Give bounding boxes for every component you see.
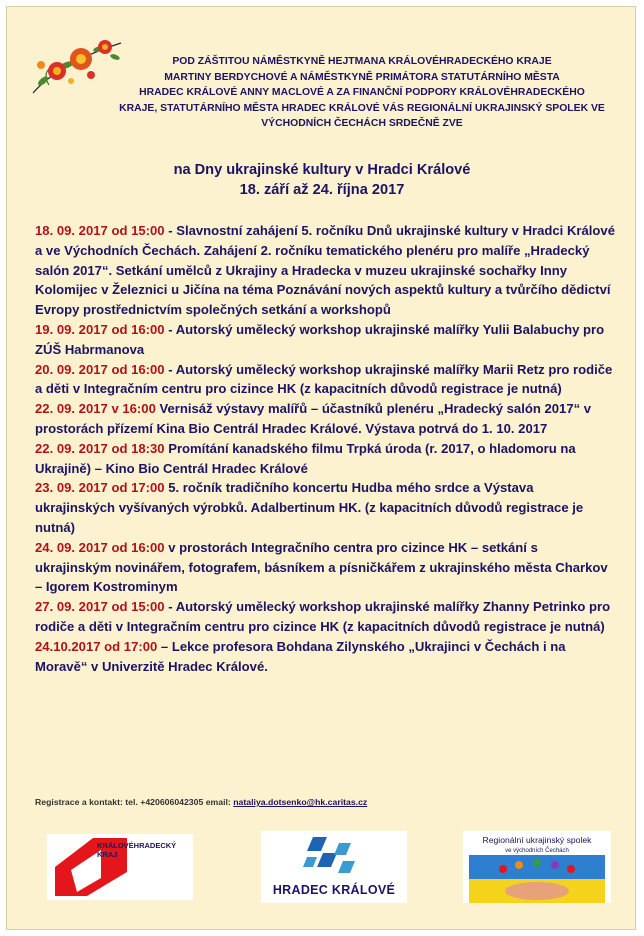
spolek-logo-subtitle: ve východních Čechách — [505, 848, 569, 854]
spolek-logo — [463, 831, 611, 903]
event-description: - Slavnostní zahájení 5. ročníku Dnů ukrajinské kultury v Hradci Králové a ve Východních Čechách. Zahájení 2. ročníku tematického plenéru pro malíře „Hradecký salón 2017“. Setkání umělců z Ukrajiny a Hradecka v muzeu ukrajinské sochařky Inny Kolomijec v Železnici u Jičína na téma Poznávání nových aspektů kultury a tvůrčího dědictví Evropy prostřednictvím společných setkání a workshopů — [35, 223, 615, 318]
event-item — [35, 399, 615, 439]
event-date: 24.10.2017 od 17:00 — [35, 638, 158, 654]
spolek-hands-icon — [463, 855, 611, 903]
event-item — [35, 360, 615, 400]
event-description: - Autorský umělecký workshop ukrajinské malířky Yulii Balabuchy pro ZÚŠ Habrmanova — [35, 321, 605, 357]
city-logo-text: HRADEC KRÁLOVÉ — [272, 883, 396, 897]
spolek-logo-title: Regionální ukrajinský spolek — [482, 835, 592, 845]
header-line: MARTINY BERDYCHOVÉ A NÁMĚSTKYNĚ PRIMÁTORA STATUTÁRNÍHO MĚSTA — [164, 71, 560, 83]
contact-line — [35, 797, 595, 807]
kraj-logo-text: KRÁLOVÉHRADECKÝ KRAJ — [97, 841, 177, 859]
event-date: 18. 09. 2017 od 15:00 — [35, 223, 165, 238]
event-date: 19. 09. 2017 od 16:00 — [35, 321, 165, 337]
event-description: - Autorský umělecký workshop ukrajinské malířky Marii Retz pro rodiče a děti v Integračním centru pro cizince HK (z kapacitních důvodů registrace je nutná) — [35, 361, 613, 397]
event-date: 22. 09. 2017 v 16:00 — [35, 401, 156, 417]
event-description: - Autorský umělecký workshop ukrajinské malířky Zhanny Petrinko pro rodiče a děti v Integračním centru pro cizince HK (z kapacitních důvodů registrace je nutná) — [35, 599, 611, 634]
event-description: Promítání kanadského filmu Trpká úroda (r. 2017, o hladomoru na Ukrajině) – Kino Bio Centrál Hradec Králové — [35, 440, 576, 476]
event-list — [35, 221, 615, 676]
city-logo — [261, 831, 407, 903]
event-item — [35, 597, 615, 637]
event-item — [35, 221, 615, 320]
title-line: na Dny ukrajinské kultury v Hradci Králové — [173, 162, 471, 178]
header-line: KRAJE, STATUTÁRNÍHO MĚSTA HRADEC KRÁLOVÉ VÁS REGIONÁLNÍ UKRAJINSKÝ SPOLEK VE — [119, 102, 605, 114]
event-description: v prostorách Integračního centra pro cizince HK – setkání s ukrajinským novinářem, fotografem, básníkem a písničkářem z ukrajinského města Charkov – Igorem Kostrominym — [35, 539, 608, 595]
event-description: – Lekce profesora Bohdana Zilynského „Ukrajinci v Čechách i na Moravě“ v Univerzitě Hradec Králové. — [35, 638, 566, 674]
email-link[interactable]: nataliya.dotsenko@hk.caritas.cz — [233, 797, 368, 807]
header-patronage — [107, 54, 617, 132]
poster — [6, 6, 636, 930]
event-date: 24. 09. 2017 od 16:00 — [35, 539, 165, 555]
contact-label: Registrace a kontakt: tel. +420606042305 email: — [35, 797, 234, 807]
header-line: POD ZÁŠTITOU NÁMĚSTKYNĚ HEJTMANA KRÁLOVÉHRADECKÉHO KRAJE — [172, 56, 552, 67]
kraj-logo — [47, 834, 193, 900]
event-description: 5. ročník tradičního koncertu Hudba mého srdce a Výstava ukrajinských vyšívaných výrobků. Adalbertinum HK. (z kapacitních důvodů registrace je nutná) — [35, 480, 584, 535]
event-item — [35, 478, 615, 537]
event-item — [35, 538, 615, 597]
event-date: 23. 09. 2017 od 17:00 — [35, 480, 165, 496]
header-line: HRADEC KRÁLOVÉ ANNY MACLOVÉ A ZA FINANČNÍ PODPORY KRÁLOVÉHRADECKÉHO — [139, 87, 585, 98]
city-logo-icon — [261, 831, 407, 881]
header-line: VÝCHODNÍCH ČECHÁCH SRDEČNĚ ZVE — [261, 118, 463, 129]
event-item — [35, 439, 615, 479]
event-item — [35, 637, 615, 677]
event-date: 20. 09. 2017 od 16:00 — [35, 361, 165, 377]
title-dates: 18. září až 24. října 2017 — [239, 182, 405, 198]
event-item — [35, 320, 615, 360]
event-title — [7, 160, 637, 200]
event-date: 27. 09. 2017 od 15:00 — [35, 599, 165, 615]
event-description: Vernisáž výstavy malířů – účastníků plenéru „Hradecký salón 2017“ v prostorách přízemí Kina Bio Centrál Hradec Králové. Výstava potrvá do 1. 10. 2017 — [35, 401, 592, 436]
event-date: 22. 09. 2017 od 18:30 — [35, 440, 165, 456]
